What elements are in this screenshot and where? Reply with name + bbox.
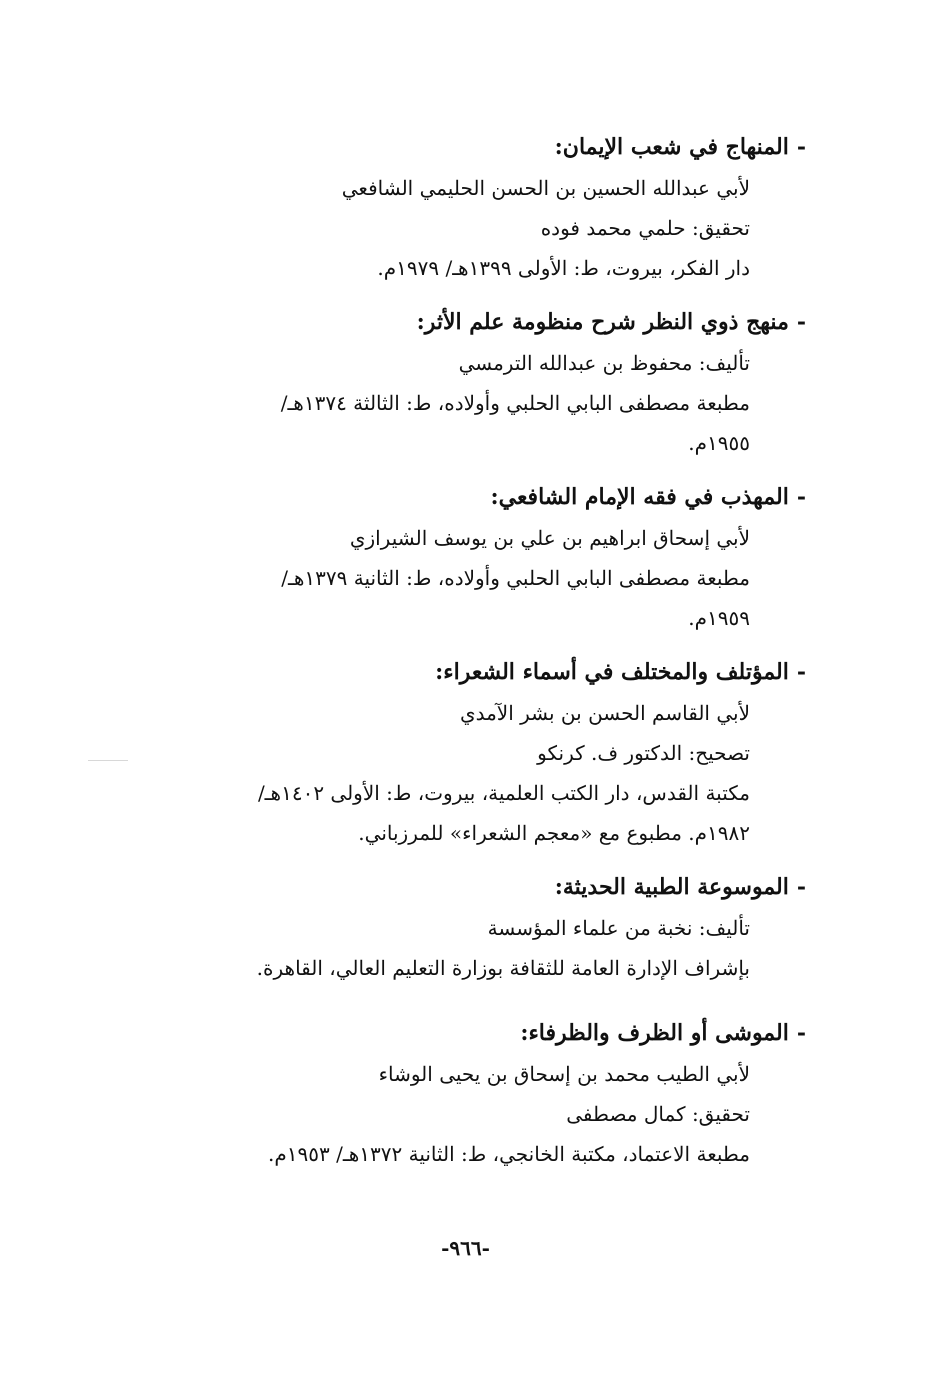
- entry-title: [136, 1012, 806, 1054]
- entry-line: مطبعة مصطفى البابي الحلبي وأولاده، ط: الثالثة ١٣٧٤هـ/: [280, 391, 750, 415]
- bibliography-entry: [136, 476, 806, 638]
- entry-dash: -: [796, 659, 806, 685]
- entry-line: تأليف: محفوظ بن عبدالله الترمسي: [458, 351, 750, 375]
- entry-dash: -: [796, 134, 806, 160]
- entry-dash: -: [796, 874, 806, 900]
- entry-line: ١٩٥٩م.: [688, 606, 750, 630]
- entry-title-text: المؤتلف والمختلف في أسماء الشعراء:: [435, 659, 789, 685]
- entry-line: مطبعة مصطفى البابي الحلبي وأولاده، ط: الثانية ١٣٧٩هـ/: [281, 566, 750, 590]
- entry-dash: -: [796, 309, 806, 335]
- entry-line: لأبي الطيب محمد بن إسحاق بن يحيى الوشاء: [378, 1062, 750, 1086]
- scan-artifact-line: [88, 760, 128, 761]
- entry-line: لأبي إسحاق ابراهيم بن علي بن يوسف الشيرازي: [349, 526, 750, 550]
- entry-title: [136, 301, 806, 343]
- entry-line: لأبي عبدالله الحسين بن الحسن الحليمي الشافعي: [341, 176, 750, 200]
- entry-title-text: منهج ذوي النظر شرح منظومة علم الأثر:: [416, 309, 789, 335]
- entry-line: تحقيق: حلمي محمد فوده: [540, 216, 750, 240]
- entry-dash: -: [796, 1020, 806, 1046]
- entry-line: تصحيح: الدكتور ف. كرنكو: [537, 741, 750, 765]
- entry-title: [136, 126, 806, 168]
- entry-line: تحقيق: كمال مصطفى: [566, 1102, 750, 1126]
- entry-line: بإشراف الإدارة العامة للثقافة بوزارة التعليم العالي، القاهرة.: [256, 956, 750, 980]
- entry-line: لأبي القاسم الحسن بن بشر الآمدي: [459, 701, 750, 725]
- entry-line: تأليف: نخبة من علماء المؤسسة: [487, 916, 750, 940]
- entry-title: [136, 866, 806, 908]
- entry-dash: -: [796, 484, 806, 510]
- entry-title: [136, 651, 806, 693]
- entry-line: مكتبة القدس، دار الكتب العلمية، بيروت، ط: الأولى ١٤٠٢هـ/: [257, 781, 750, 805]
- page-number: -٩٦٦-: [441, 1236, 490, 1260]
- entry-title-text: الموسوعة الطبية الحديثة:: [554, 874, 789, 900]
- entry-line: ١٩٨٢م. مطبوع مع «معجم الشعراء» للمرزباني.: [358, 821, 750, 845]
- bibliography-entry: [136, 651, 806, 853]
- bibliography-entry: [136, 866, 806, 988]
- entry-line: مطبعة الاعتماد، مكتبة الخانجي، ط: الثانية ١٣٧٢هـ/ ١٩٥٣م.: [268, 1142, 750, 1166]
- entry-title-text: الموشى أو الظرف والظرفاء:: [520, 1020, 789, 1046]
- bibliography-entry: [136, 1012, 806, 1174]
- bibliography-entry: [136, 301, 806, 463]
- entry-line: ١٩٥٥م.: [688, 431, 750, 455]
- bibliography-entry: [136, 126, 806, 288]
- entry-line: دار الفكر، بيروت، ط: الأولى ١٣٩٩هـ/ ١٩٧٩م.: [377, 256, 750, 280]
- entry-title-text: المنهاج في شعب الإيمان:: [554, 134, 789, 160]
- bibliography-list: [136, 126, 806, 1187]
- entry-title: [136, 476, 806, 518]
- entry-title-text: المهذب في فقه الإمام الشافعي:: [490, 484, 789, 510]
